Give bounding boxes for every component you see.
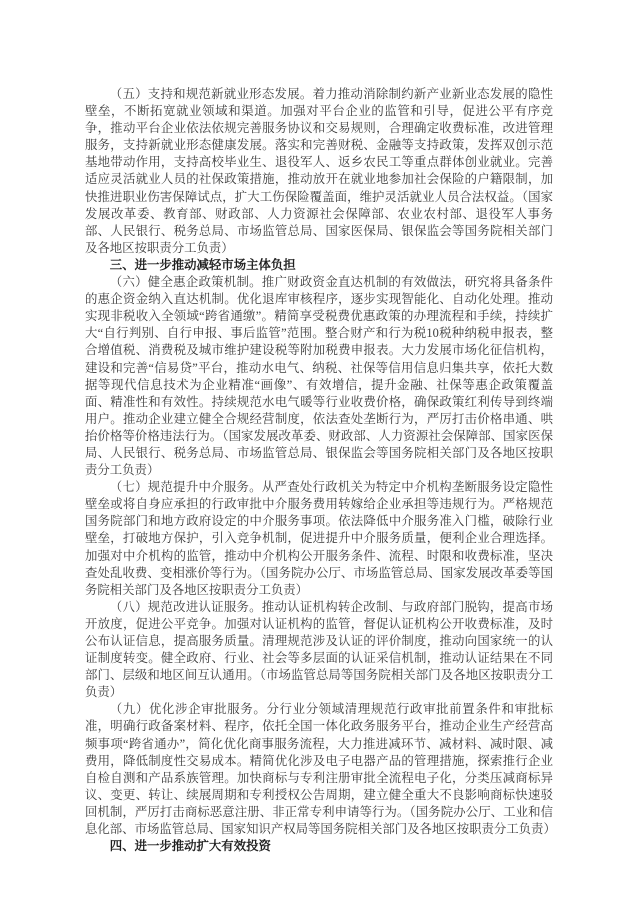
paragraph-item-7: （七）规范提升中介服务。从严查处行政机关为特定中介机构垄断服务设定隐性壁垒或将自身应承担的行政审批中介服务费用转嫁给企业承担等违规行为。严格规范国务院部门和地方政府设定的中介服务事项。依法降低中介服务准入门槛，破除行业壁垒，打破地方保护，引入竞争机制，促进提升中介服务质量，便利企业合理选择。加强对中介机构的监管，推动中介机构公开服务条件、流程、时限和收费标准，坚决查处乱收费、变相涨价等行为。（国务院办公厅、市场监管总局、国家发展改革委等国务院相关部门及各地区按职责分工负责） [85,480,553,597]
section-heading-4: 四、进一步推动扩大有效投资 [109,839,271,854]
paragraph-item-8: （八）规范改进认证服务。推动认证机构转企改制、与政府部门脱钩，提高市场开放度，促进公平竞争。加强对认证机构的监管，督促认证机构公开收费标准，及时公布认证信息，提高服务质量。清理规范涉及认证的评价制度，推动向国家统一的认证制度转变。健全政府、行业、社会等多层面的认证采信机制，推动认证结果在不同部门、层级和地区间互认通用。（市场监管总局等国务院相关部门及各地区按职责分工负责） [85,599,553,700]
paragraph-item-5: （五）支持和规范新就业形态发展。着力推动消除制约新产业新业态发展的隐性壁垒，不断拓宽就业领域和渠道。加强对平台企业的监管和引导，促进公平有序竞争，推动平台企业依法依规完善服务协议和交易规则，合理确定收费标准，改进管理服务，支持新就业形态健康发展。落实和完善财税、金融等支持政策，发挥双创示范基地带动作用，支持高校毕业生、退役军人、返乡农民工等重点群体创业就业。完善适应灵活就业人员的社保政策措施，推动放开在就业地参加社会保险的户籍限制，加快推进职业伤害保障试点，扩大工伤保险覆盖面，维护灵活就业人员合法权益。（国家发展改革委、教育部、财政部、人力资源社会保障部、农业农村部、退役军人事务部、人民银行、税务总局、市场监管总局、国家医保局、银保监会等国务院相关部门及各地区按职责分工负责） [85,87,553,255]
section-heading-3: 三、进一步推动减轻市场主体负担 [109,257,296,272]
paragraph-item-6: （六）健全惠企政策机制。推广财政资金直达机制的有效做法，研究将具备条件的惠企资金纳入直达机制。优化退库审核程序，逐步实现智能化、自动化处理。推动实现非税收入全领域“跨省通缴”。精简享受税费优惠政策的办理流程和手续，持续扩大“自行判别、自行申报、事后监管”范围。整合财产和行为税10税种纳税申报表，整合增值税、消费税及城市维护建设税等附加税费申报表。大力发展市场化征信机构，建设和完善“信易贷”平台，推动水电气、纳税、社保等信用信息归集共享，依托大数据等现代信息技术为企业精准“画像”、有效增信，提升金融、社保等惠企政策覆盖面、精准性和有效性。持续规范水电气暖等行业收费价格，确保政策红利传导到终端用户。推动企业建立健全合规经营制度，依法查处垄断行为，严厉打击价格串通、哄抬价格等价格违法行为。（国家发展改革委、财政部、人力资源社会保障部、国家医保局、人民银行、税务总局、市场监管总局、银保监会等国务院相关部门及各地区按职责分工负责） [85,275,553,478]
paragraph-item-9: （九）优化涉企审批服务。分行业分领域清理规范行政审批前置条件和审批标准，明确行政备案材料、程序，依托全国一体化政务服务平台，推动企业生产经营高频事项“跨省通办”，简化优化商事服务流程，大力推进减环节、减材料、减时限、减费用，降低制度性交易成本。精简优化涉及电子电器产品的管理措施，探索推行企业自检自测和产品系族管理。加快商标与专利注册审批全流程电子化，分类压减商标异议、变更、转让、续展周期和专利授权公告周期，建立健全重大不良影响商标快速驳回机制，严厉打击商标恶意注册、非正常专利申请等行为。（国务院办公厅、工业和信息化部、市场监管总局、国家知识产权局等国务院相关部门及各地区按职责分工负责） [85,702,556,837]
